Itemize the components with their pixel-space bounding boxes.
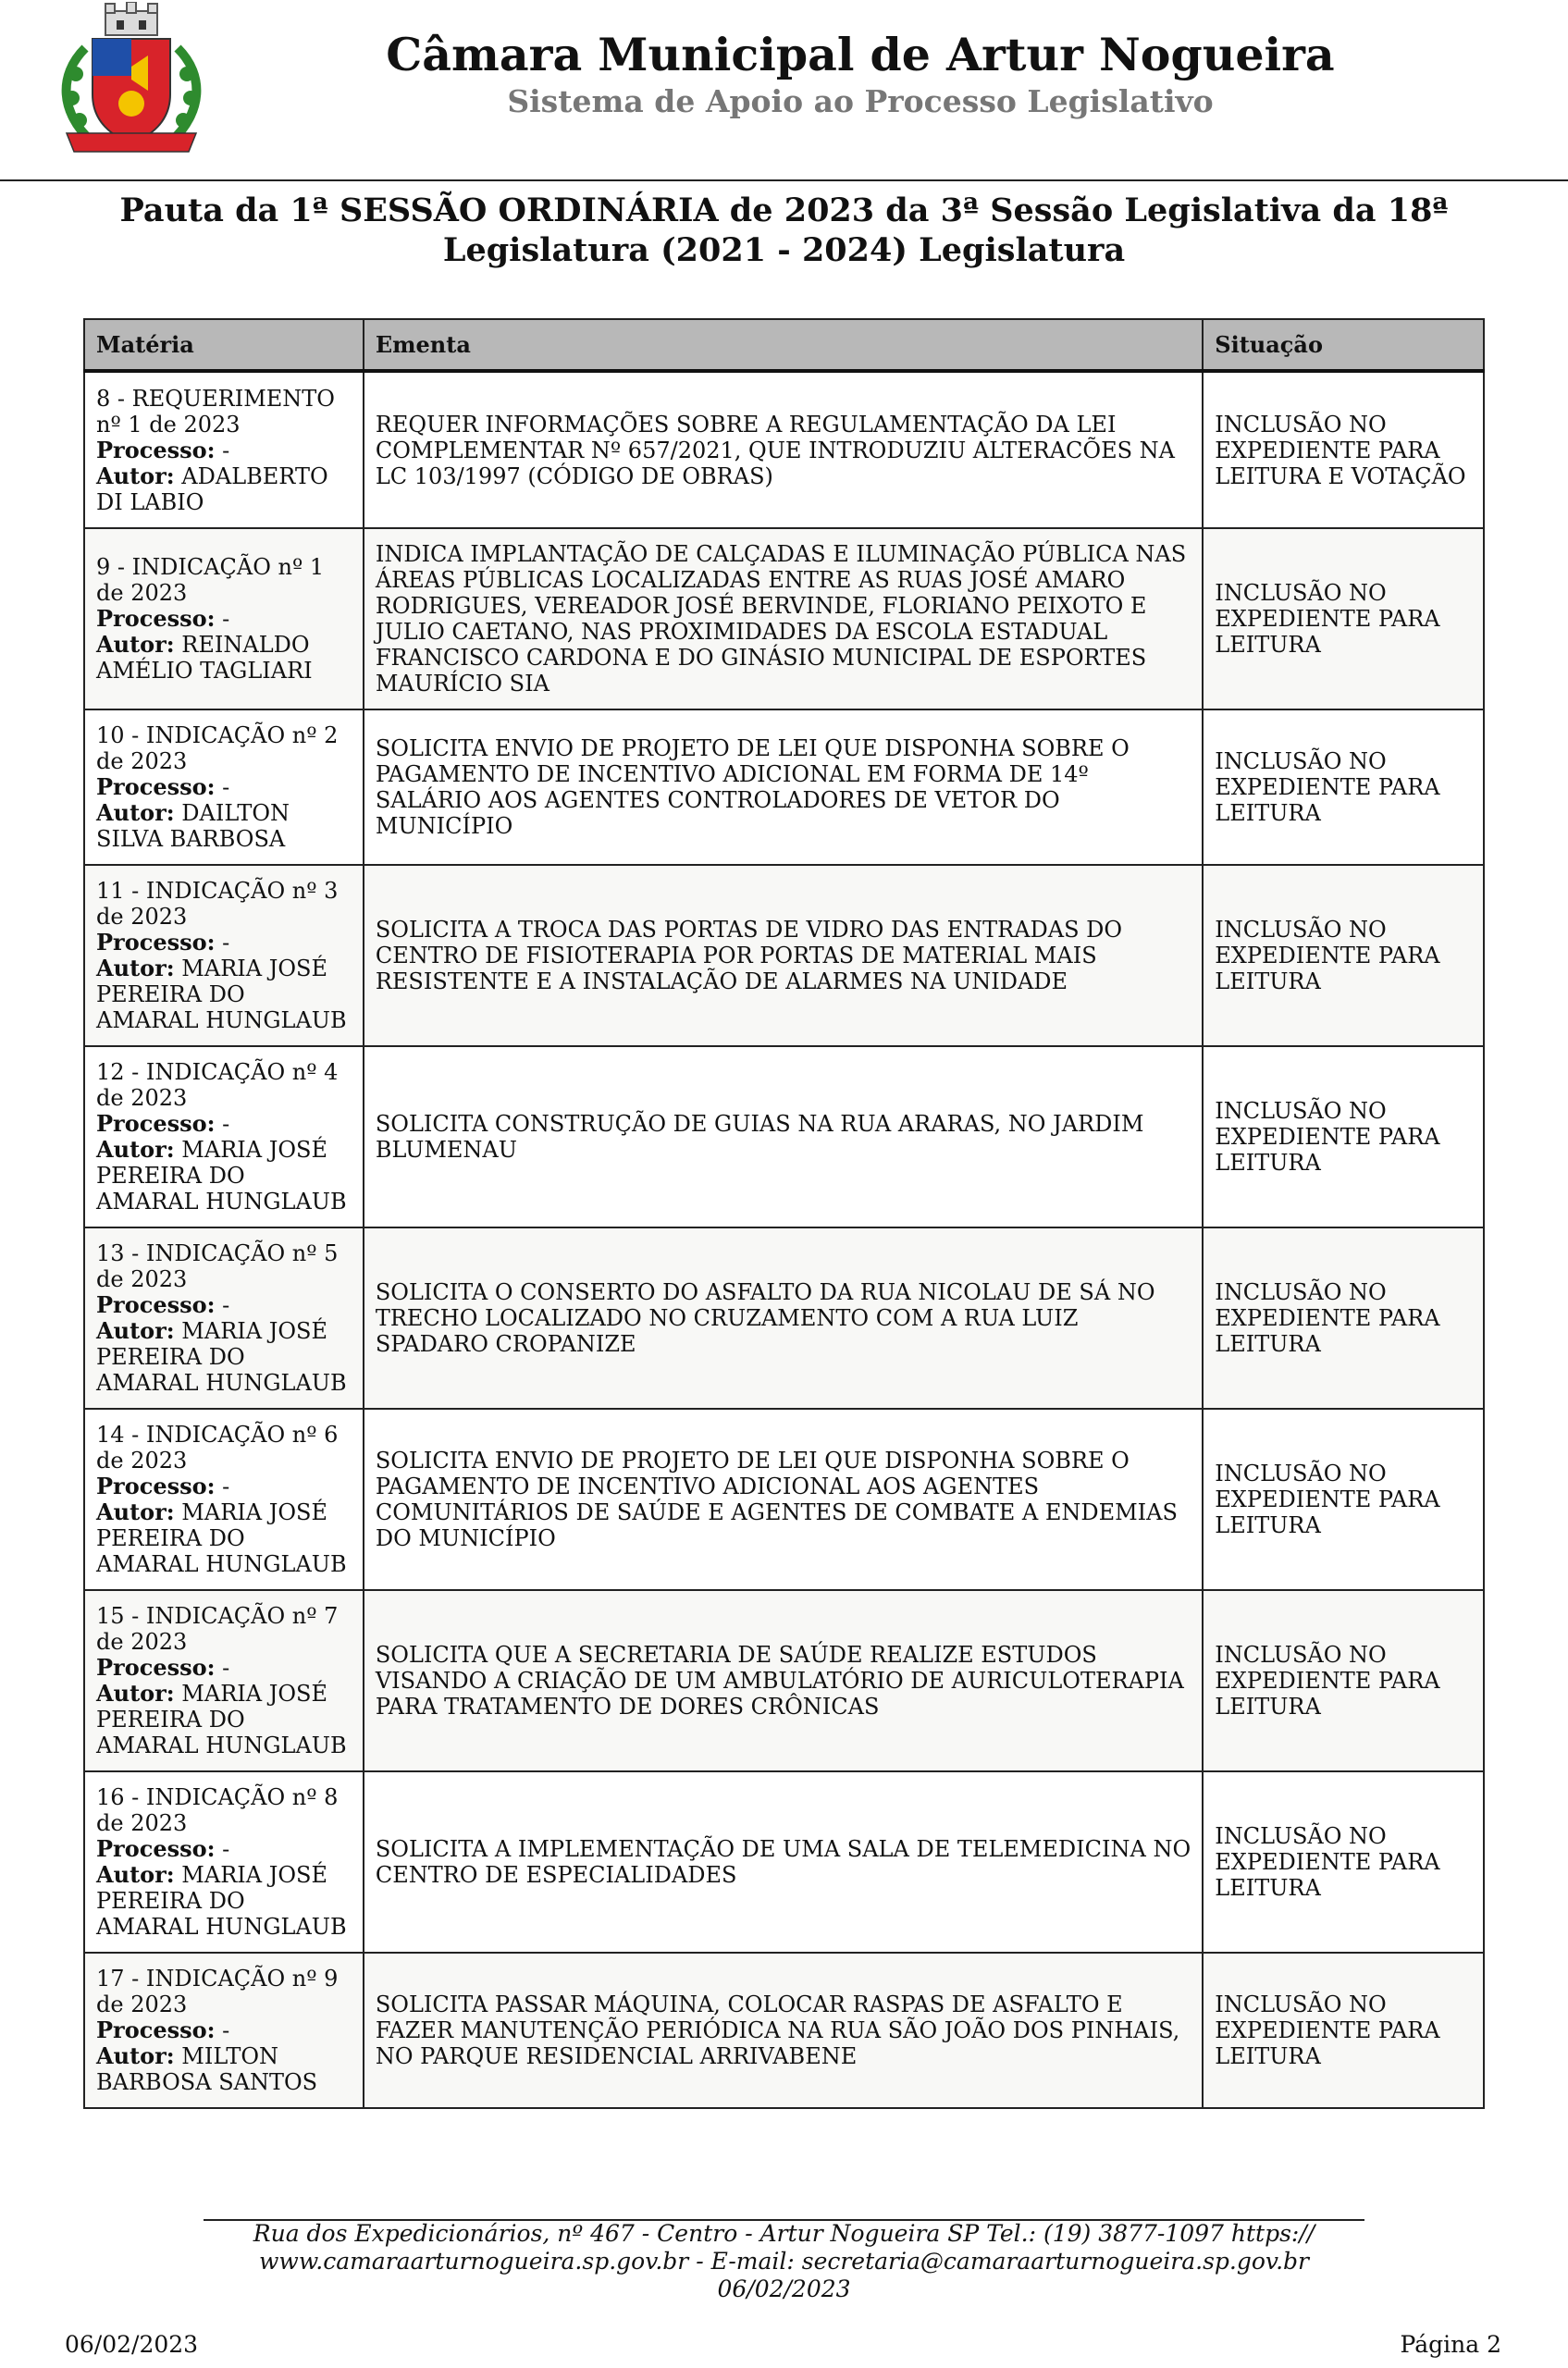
autor-value: REINALDO AMÉLIO TAGLIARI xyxy=(96,632,313,684)
autor-label: Autor: xyxy=(96,955,175,981)
situacao-cell: INCLUSÃO NO EXPEDIENTE PARA LEITURA xyxy=(1203,1590,1484,1771)
processo-label: Processo: xyxy=(96,773,216,800)
situacao-cell: INCLUSÃO NO EXPEDIENTE PARA LEITURA xyxy=(1203,1409,1484,1590)
materia-cell xyxy=(84,1953,364,2108)
processo-label: Processo: xyxy=(96,1835,216,1862)
page-number: Página 2 xyxy=(1400,2331,1501,2358)
autor-label: Autor: xyxy=(96,1680,175,1707)
processo-line xyxy=(96,1111,352,1137)
processo-label: Processo: xyxy=(96,605,216,632)
page-header xyxy=(0,0,1568,181)
document-title: Pauta da 1ª SESSÃO ORDINÁRIA de 2023 da 3ª Sessão Legislativa da 18ª Legislatura (2021 - 2024) Legislatura xyxy=(119,191,1449,269)
table-row xyxy=(84,709,1484,865)
processo-line xyxy=(96,438,352,463)
column-header-situacao: Situação xyxy=(1203,319,1484,371)
materia-cell xyxy=(84,865,364,1046)
autor-value: MILTON BARBOSA SANTOS xyxy=(96,2043,318,2095)
processo-value: - xyxy=(215,930,230,956)
footer-date: 06/02/2023 xyxy=(65,2331,199,2358)
materia-cell xyxy=(84,371,364,528)
municipal-coat-of-arms-icon xyxy=(48,2,215,161)
processo-label: Processo: xyxy=(96,436,216,463)
situacao-cell: INCLUSÃO NO EXPEDIENTE PARA LEITURA xyxy=(1203,528,1484,709)
organization-subtitle: Sistema de Apoio ao Processo Legislativo xyxy=(507,83,1214,119)
table-row xyxy=(84,1590,1484,1771)
materia-title: 13 - INDICAÇÃO nº 5 de 2023 xyxy=(96,1240,339,1292)
materia-cell xyxy=(84,709,364,865)
materia-title: 10 - INDICAÇÃO nº 2 de 2023 xyxy=(96,722,339,774)
ementa-cell: SOLICITA PASSAR MÁQUINA, COLOCAR RASPAS DE ASFALTO E FAZER MANUTENÇÃO PERIÓDICA NA RUA SÃO JOÃO DOS PINHAIS, NO PARQUE RESIDENCIAL ARRIVABENE xyxy=(364,1953,1203,2108)
processo-value: - xyxy=(215,1836,230,1862)
autor-value: MARIA JOSÉ PEREIRA DO AMARAL HUNGLAUB xyxy=(96,1499,347,1577)
processo-line xyxy=(96,1292,352,1318)
organization-title: Câmara Municipal de Artur Nogueira xyxy=(386,28,1335,81)
situacao-cell: INCLUSÃO NO EXPEDIENTE PARA LEITURA xyxy=(1203,1046,1484,1227)
table-row xyxy=(84,1771,1484,1953)
autor-line xyxy=(96,956,352,1033)
materia-title: 8 - REQUERIMENTO nº 1 de 2023 xyxy=(96,385,335,438)
autor-label: Autor: xyxy=(96,1136,175,1163)
autor-label: Autor: xyxy=(96,1498,175,1525)
materia-cell xyxy=(84,528,364,709)
column-header-ementa: Ementa xyxy=(364,319,1203,371)
ementa-cell: SOLICITA O CONSERTO DO ASFALTO DA RUA NICOLAU DE SÁ NO TRECHO LOCALIZADO NO CRUZAMENTO COM A RUA LUIZ SPADARO CROPANIZE xyxy=(364,1227,1203,1409)
processo-label: Processo: xyxy=(96,1654,216,1681)
processo-label: Processo: xyxy=(96,1473,216,1499)
materia-cell xyxy=(84,1590,364,1771)
ementa-cell: SOLICITA QUE A SECRETARIA DE SAÚDE REALIZE ESTUDOS VISANDO A CRIAÇÃO DE UM AMBULATÓRIO DE AURICULOTERAPIA PARA TRATAMENTO DE DORES CRÔNICAS xyxy=(364,1590,1203,1771)
autor-value: DAILTON SILVA BARBOSA xyxy=(96,800,290,852)
processo-line xyxy=(96,774,352,800)
processo-label: Processo: xyxy=(96,1110,216,1137)
materia-title: 15 - INDICAÇÃO nº 7 de 2023 xyxy=(96,1603,339,1655)
processo-label: Processo: xyxy=(96,2016,216,2043)
processo-label: Processo: xyxy=(96,929,216,956)
ementa-cell: SOLICITA A IMPLEMENTAÇÃO DE UMA SALA DE TELEMEDICINA NO CENTRO DE ESPECIALIDADES xyxy=(364,1771,1203,1953)
autor-line xyxy=(96,1862,352,1940)
processo-value: - xyxy=(215,774,230,800)
processo-value: - xyxy=(215,437,230,463)
autor-value: MARIA JOSÉ PEREIRA DO AMARAL HUNGLAUB xyxy=(96,1137,347,1215)
situacao-cell: INCLUSÃO NO EXPEDIENTE PARA LEITURA E VOTAÇÃO xyxy=(1203,371,1484,528)
autor-value: MARIA JOSÉ PEREIRA DO AMARAL HUNGLAUB xyxy=(96,1862,347,1940)
autor-line xyxy=(96,1137,352,1215)
processo-line xyxy=(96,1655,352,1681)
autor-line xyxy=(96,2043,352,2095)
table-row xyxy=(84,528,1484,709)
autor-value: MARIA JOSÉ PEREIRA DO AMARAL HUNGLAUB xyxy=(96,956,347,1033)
materia-title: 11 - INDICAÇÃO nº 3 de 2023 xyxy=(96,878,339,930)
processo-value: - xyxy=(215,1292,230,1318)
autor-label: Autor: xyxy=(96,1317,175,1344)
autor-value: ADALBERTO DI LABIO xyxy=(96,462,328,515)
table-row xyxy=(84,865,1484,1046)
situacao-cell: INCLUSÃO NO EXPEDIENTE PARA LEITURA xyxy=(1203,1771,1484,1953)
processo-value: - xyxy=(215,1474,230,1499)
ementa-cell: SOLICITA A TROCA DAS PORTAS DE VIDRO DAS ENTRADAS DO CENTRO DE FISIOTERAPIA POR PORTAS DE MATERIAL MAIS RESISTENTE E A INSTALAÇÃO DE ALARMES NA UNIDADE xyxy=(364,865,1203,1046)
table-row xyxy=(84,1046,1484,1227)
ementa-cell: REQUER INFORMAÇÕES SOBRE A REGULAMENTAÇÃO DA LEI COMPLEMENTAR Nº 657/2021, QUE INTRODUZIU ALTERACÕES NA LC 103/1997 (CÓDIGO DE OBRAS) xyxy=(364,371,1203,528)
autor-line xyxy=(96,463,352,515)
ementa-cell: SOLICITA ENVIO DE PROJETO DE LEI QUE DISPONHA SOBRE O PAGAMENTO DE INCENTIVO ADICIONAL EM FORMA DE 14º SALÁRIO AOS AGENTES CONTROLADORES DE VETOR DO MUNICÍPIO xyxy=(364,709,1203,865)
processo-line xyxy=(96,930,352,956)
autor-label: Autor: xyxy=(96,2042,175,2069)
ementa-cell: INDICA IMPLANTAÇÃO DE CALÇADAS E ILUMINAÇÃO PÚBLICA NAS ÁREAS PÚBLICAS LOCALIZADAS ENTRE AS RUAS JOSÉ AMARO RODRIGUES, VEREADOR JOSÉ BERVINDE, FLORIANO PEIXOTO E JULIO CAETANO, NAS PROXIMIDADES DA ESCOLA ESTADUAL FRANCISCO CARDONA E DO GINÁSIO MUNICIPAL DE ESPORTES MAURÍCIO SIA xyxy=(364,528,1203,709)
autor-value: MARIA JOSÉ PEREIRA DO AMARAL HUNGLAUB xyxy=(96,1681,347,1758)
table-header-row xyxy=(84,319,1484,371)
table-row xyxy=(84,1953,1484,2108)
materia-cell xyxy=(84,1409,364,1590)
materia-cell xyxy=(84,1227,364,1409)
autor-label: Autor: xyxy=(96,1861,175,1888)
ementa-cell: SOLICITA ENVIO DE PROJETO DE LEI QUE DISPONHA SOBRE O PAGAMENTO DE INCENTIVO ADICIONAL AOS AGENTES COMUNITÁRIOS DE SAÚDE E AGENTES DE COMBATE A ENDEMIAS DO MUNICÍPIO xyxy=(364,1409,1203,1590)
autor-line xyxy=(96,632,352,684)
table-row xyxy=(84,1409,1484,1590)
autor-line xyxy=(96,800,352,852)
materia-title: 14 - INDICAÇÃO nº 6 de 2023 xyxy=(96,1422,339,1474)
autor-label: Autor: xyxy=(96,631,175,658)
processo-line xyxy=(96,1836,352,1862)
materia-title: 9 - INDICAÇÃO nº 1 de 2023 xyxy=(96,554,325,606)
autor-line xyxy=(96,1318,352,1396)
autor-label: Autor: xyxy=(96,462,175,489)
processo-value: - xyxy=(215,2017,230,2043)
table-row xyxy=(84,371,1484,528)
processo-value: - xyxy=(215,606,230,632)
column-header-materia: Matéria xyxy=(84,319,364,371)
footer-address: Rua dos Expedicionários, nº 467 - Centro - Artur Nogueira SP Tel.: (19) 3877-1097 https:// www.camaraarturnogueira.sp.gov.br - E-mail: secretaria@camaraarturnogueira.sp.gov.br 06/02/2023 xyxy=(253,2220,1315,2302)
materia-title: 16 - INDICAÇÃO nº 8 de 2023 xyxy=(96,1784,339,1836)
processo-line xyxy=(96,2017,352,2043)
processo-line xyxy=(96,606,352,632)
situacao-cell: INCLUSÃO NO EXPEDIENTE PARA LEITURA xyxy=(1203,709,1484,865)
situacao-cell: INCLUSÃO NO EXPEDIENTE PARA LEITURA xyxy=(1203,1953,1484,2108)
processo-line xyxy=(96,1474,352,1499)
table-row xyxy=(84,1227,1484,1409)
autor-label: Autor: xyxy=(96,799,175,826)
materia-title: 12 - INDICAÇÃO nº 4 de 2023 xyxy=(96,1059,339,1111)
processo-value: - xyxy=(215,1111,230,1137)
ementa-cell: SOLICITA CONSTRUÇÃO DE GUIAS NA RUA ARARAS, NO JARDIM BLUMENAU xyxy=(364,1046,1203,1227)
agenda-table xyxy=(83,318,1485,2109)
materia-cell xyxy=(84,1046,364,1227)
processo-label: Processo: xyxy=(96,1291,216,1318)
autor-line xyxy=(96,1681,352,1758)
processo-value: - xyxy=(215,1655,230,1681)
autor-value: MARIA JOSÉ PEREIRA DO AMARAL HUNGLAUB xyxy=(96,1318,347,1396)
situacao-cell: INCLUSÃO NO EXPEDIENTE PARA LEITURA xyxy=(1203,865,1484,1046)
materia-cell xyxy=(84,1771,364,1953)
autor-line xyxy=(96,1499,352,1577)
situacao-cell: INCLUSÃO NO EXPEDIENTE PARA LEITURA xyxy=(1203,1227,1484,1409)
materia-title: 17 - INDICAÇÃO nº 9 de 2023 xyxy=(96,1966,339,2017)
